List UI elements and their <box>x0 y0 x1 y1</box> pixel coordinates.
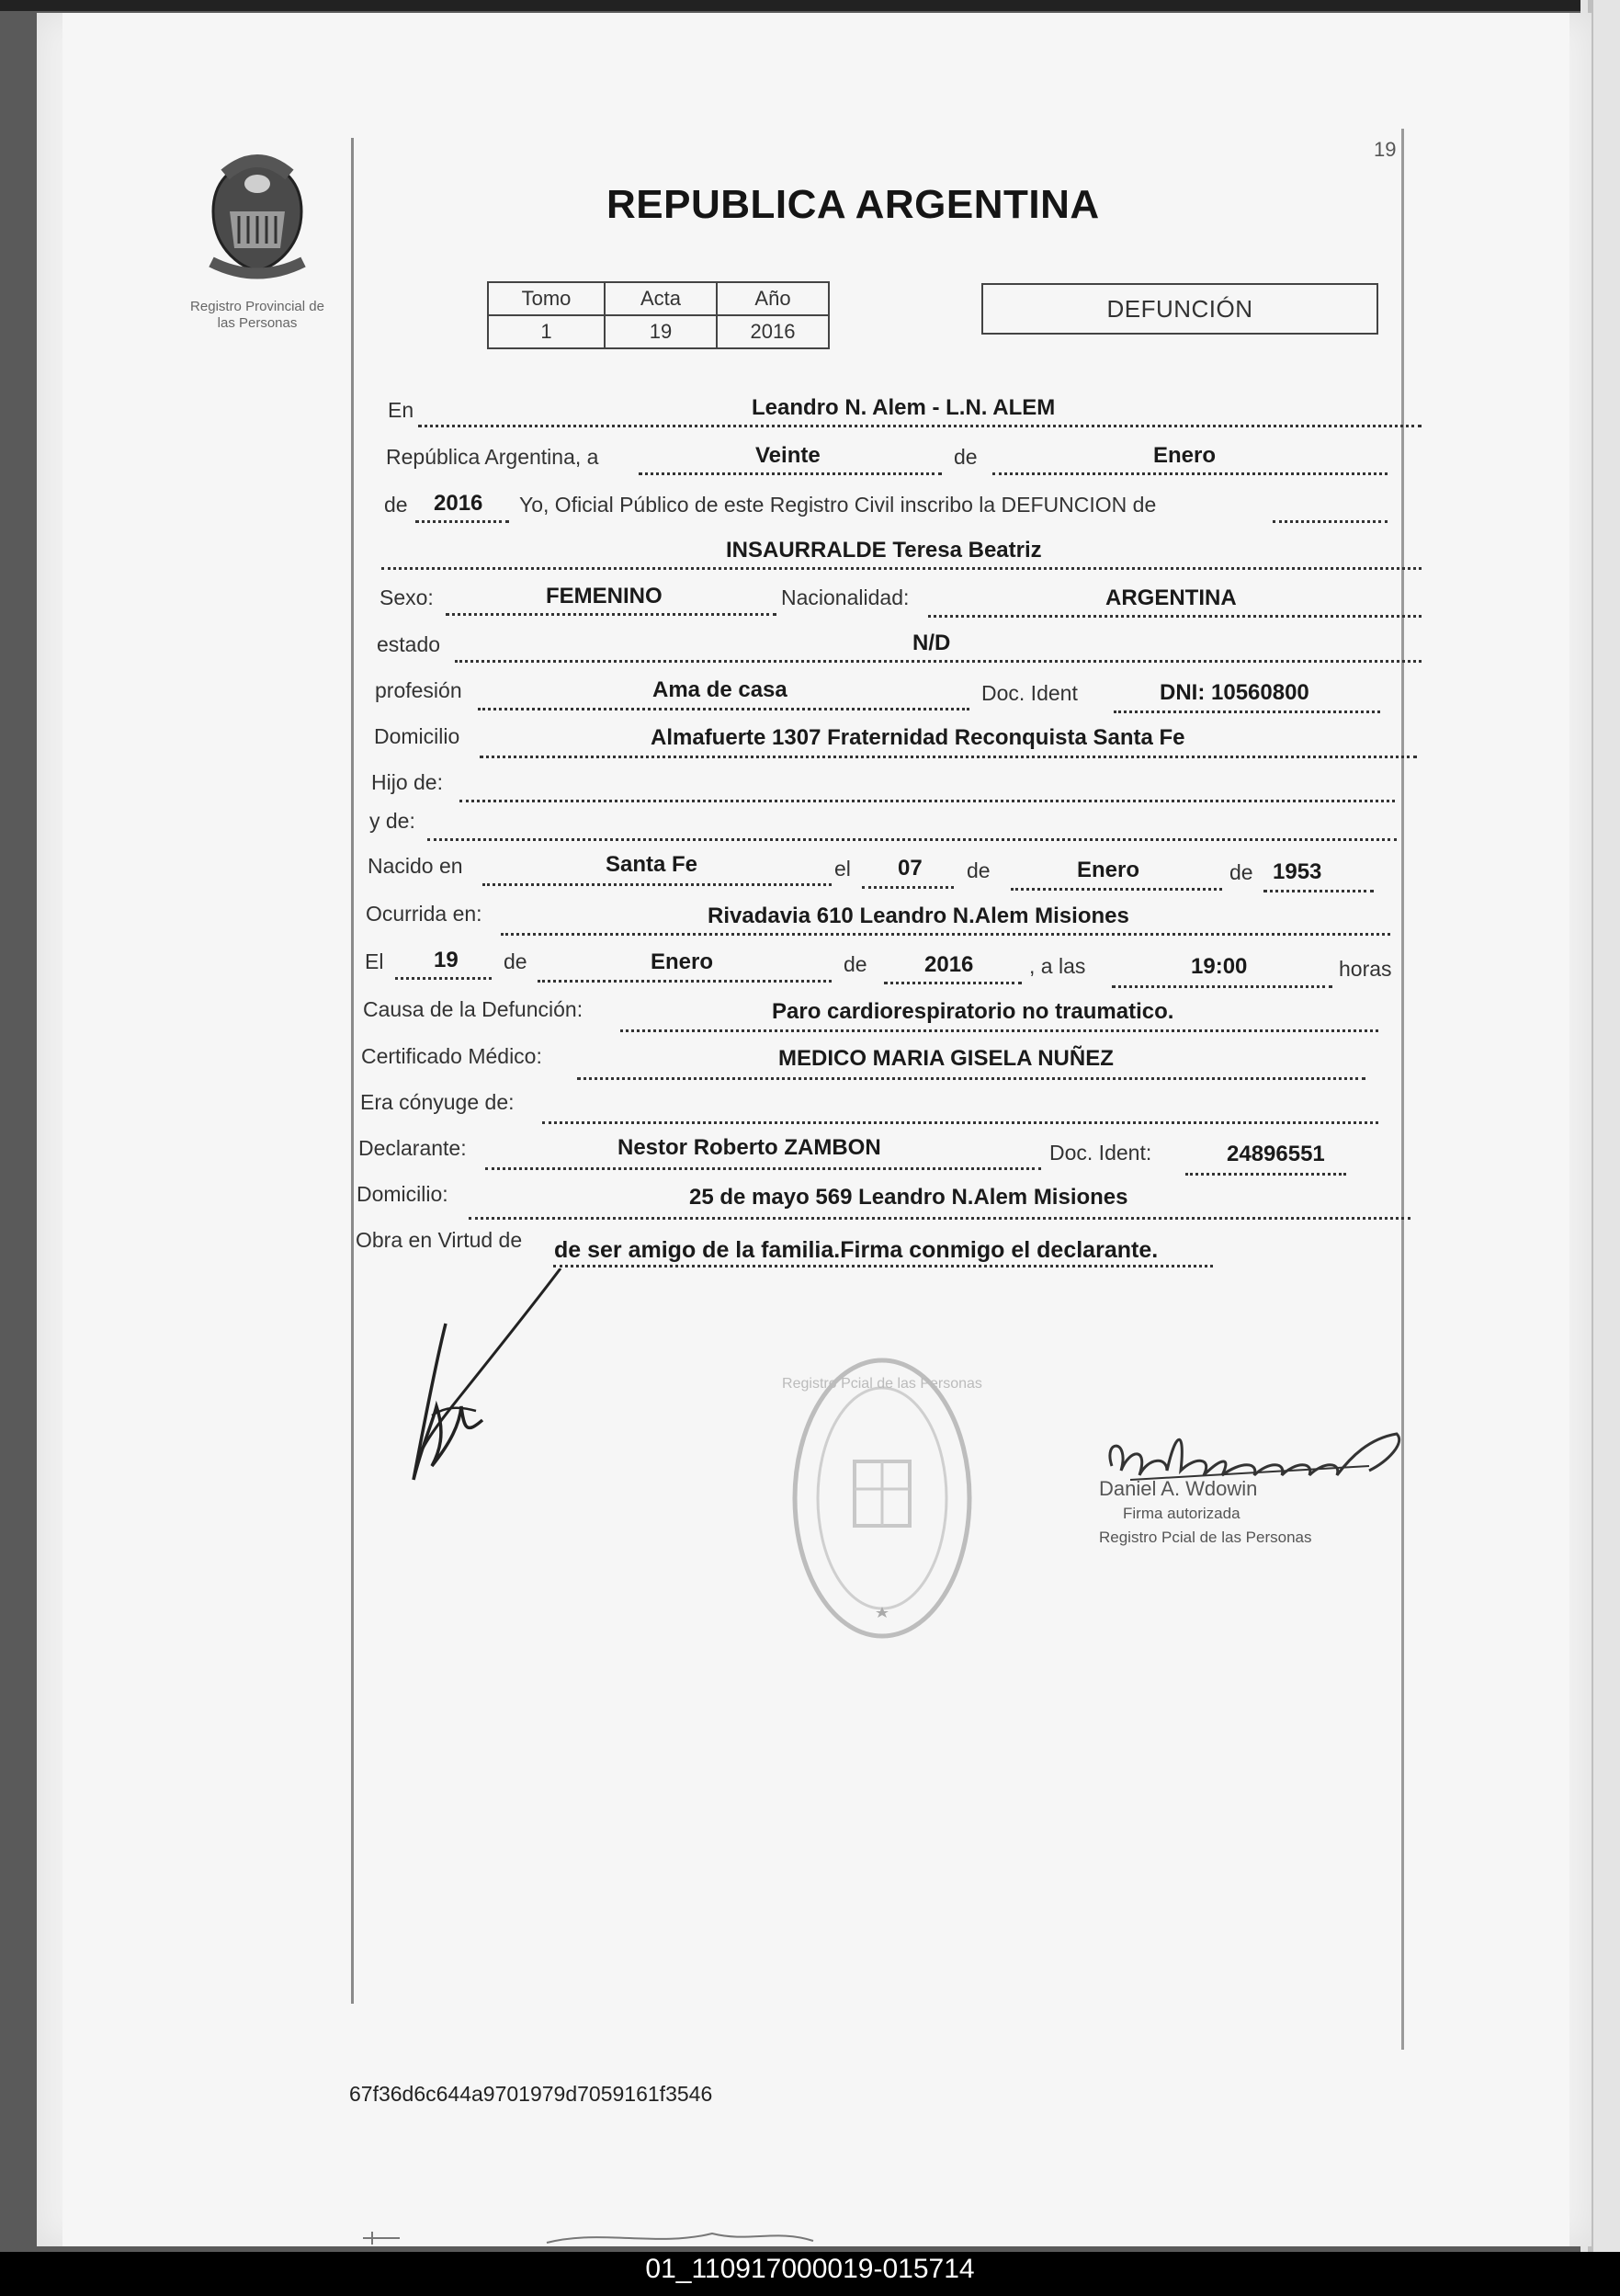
value-acta: 19 <box>605 315 717 348</box>
de2-label: de <box>384 493 408 517</box>
dotted-line <box>1112 985 1332 988</box>
dotted-line <box>381 567 1422 570</box>
meta-value-row <box>488 315 829 348</box>
document-type-box: DEFUNCIÓN <box>981 283 1378 335</box>
causa-label: Causa de la Defunción: <box>363 997 583 1021</box>
dotted-line <box>1114 710 1380 713</box>
domicilio-value: Almafuerte 1307 Fraternidad Reconquista Santa Fe <box>651 725 1185 750</box>
deceased-name: INSAURRALDE Teresa Beatriz <box>726 538 1042 563</box>
scan-edge <box>0 0 1620 11</box>
dotted-line <box>620 1029 1378 1032</box>
obra-label: Obra en Virtud de <box>356 1228 523 1252</box>
profesion-label: profesión <box>375 678 462 702</box>
official-role: Firma autorizada <box>1123 1505 1240 1522</box>
de5-label: de <box>504 949 527 973</box>
dotted-line <box>485 1167 1041 1170</box>
el-label: el <box>834 857 851 881</box>
official-name: Daniel A. Wdowin <box>1099 1477 1258 1500</box>
dotted-line <box>418 425 1422 427</box>
dotted-line <box>884 982 1022 984</box>
dotted-line <box>992 472 1388 475</box>
volume-record-table <box>487 281 830 349</box>
doc-value: DNI: 10560800 <box>1160 680 1309 705</box>
year-value: 2016 <box>434 491 483 516</box>
birth-day: 07 <box>898 856 923 881</box>
inscribo-text: Yo, Oficial Público de este Registro Civil inscribo la DEFUNCION de <box>519 493 1157 517</box>
estado-value: N/D <box>912 631 951 655</box>
birth-month: Enero <box>1077 858 1140 882</box>
doc2-label: Doc. Ident: <box>1049 1141 1152 1165</box>
dotted-line <box>480 756 1417 758</box>
estado-label: estado <box>377 632 441 656</box>
declarante-label: Declarante: <box>358 1136 467 1160</box>
page-title: REPUBLICA ARGENTINA <box>606 182 1100 227</box>
obra-value: de ser amigo de la familia.Firma conmigo el declarante. <box>554 1237 1159 1263</box>
nacionalidad-value: ARGENTINA <box>1105 585 1237 610</box>
province-crest-icon <box>193 147 322 285</box>
dotted-line <box>427 838 1397 841</box>
certificado-value: MEDICO MARIA GISELA NUÑEZ <box>778 1046 1114 1071</box>
hijo-label: Hijo de: <box>371 770 443 794</box>
conyuge-label: Era cónyuge de: <box>360 1090 515 1114</box>
dotted-line <box>395 977 492 980</box>
dotted-line <box>639 472 942 475</box>
de6-label: de <box>844 952 867 976</box>
ocurrida-value: Rivadavia 610 Leandro N.Alem Misiones <box>708 904 1129 928</box>
ocurrida-label: Ocurrida en: <box>366 902 482 926</box>
dotted-line <box>446 613 776 616</box>
dotted-line <box>538 980 832 983</box>
dotted-line <box>928 615 1422 618</box>
value-tomo: 1 <box>488 315 605 348</box>
sexo-label: Sexo: <box>380 585 434 609</box>
registry-line-1: Registro Provincial de <box>190 299 324 314</box>
domicilio-label: Domicilio <box>374 724 460 748</box>
dotted-line <box>459 800 1395 802</box>
certificado-label: Certificado Médico: <box>361 1044 542 1068</box>
dotted-line <box>1185 1173 1346 1176</box>
footer-filename: 01_110917000019-015714 <box>645 2254 975 2284</box>
dotted-line <box>542 1121 1378 1124</box>
nacido-value: Santa Fe <box>606 852 698 877</box>
registry-line-2: las Personas <box>217 315 298 331</box>
header-tomo: Tomo <box>488 282 605 315</box>
dotted-line <box>501 933 1390 936</box>
death-year: 2016 <box>924 952 974 977</box>
dotted-line <box>455 660 1422 663</box>
yde-label: y de: <box>369 809 415 833</box>
republica-label: República Argentina, a <box>386 445 599 469</box>
right-margin-line <box>1401 129 1404 2050</box>
doc-label: Doc. Ident <box>981 681 1078 705</box>
dotted-line <box>577 1077 1365 1080</box>
birth-year: 1953 <box>1273 859 1322 884</box>
dotted-line <box>1011 888 1222 891</box>
month-value: Enero <box>1153 443 1217 468</box>
nacido-label: Nacido en <box>368 854 463 878</box>
dotted-line <box>862 886 954 889</box>
header-ano: Año <box>717 282 829 315</box>
sexo-value: FEMENINO <box>546 584 663 608</box>
de-label: de <box>954 445 978 469</box>
dotted-line <box>1273 520 1388 523</box>
registry-caption <box>161 299 354 332</box>
de3-label: de <box>967 858 991 882</box>
profesion-value: Ama de casa <box>652 677 787 702</box>
page-number: 19 <box>1374 138 1397 161</box>
domicilio2-label: Domicilio: <box>357 1182 448 1206</box>
dotted-line <box>415 520 509 523</box>
dotted-line <box>469 1217 1410 1220</box>
en-label: En <box>388 398 414 422</box>
declarant-signature <box>395 1268 579 1489</box>
document-hash: 67f36d6c644a9701979d7059161f3546 <box>349 2082 713 2106</box>
nacionalidad-label: Nacionalidad: <box>781 585 910 609</box>
stamp-lettering: Registro Pcial de las Personas <box>782 1376 982 1392</box>
dotted-line <box>482 883 832 886</box>
meta-header-row <box>488 282 829 315</box>
locality-value: Leandro N. Alem - L.N. ALEM <box>752 395 1056 420</box>
causa-value: Paro cardiorespiratorio no traumatico. <box>772 999 1174 1024</box>
de4-label: de <box>1229 860 1253 884</box>
horas-label: horas <box>1339 957 1392 981</box>
header-acta: Acta <box>605 282 717 315</box>
death-day: 19 <box>434 948 459 972</box>
dotted-line <box>553 1265 1213 1267</box>
official-office: Registro Pcial de las Personas <box>1099 1529 1312 1546</box>
bottom-scribble <box>363 2224 1061 2252</box>
declarante-value: Nestor Roberto ZAMBON <box>617 1135 881 1160</box>
day-value: Veinte <box>755 443 821 468</box>
alas-label: , a las <box>1029 954 1086 978</box>
el2-label: El <box>365 949 384 973</box>
left-margin-line <box>351 138 354 2004</box>
dotted-line <box>1263 890 1374 892</box>
value-ano: 2016 <box>717 315 829 348</box>
dotted-line <box>478 708 969 710</box>
death-month: Enero <box>651 949 714 974</box>
domicilio2-value: 25 de mayo 569 Leandro N.Alem Misiones <box>689 1185 1128 1210</box>
official-seal-stamp <box>763 1351 1002 1654</box>
doc2-value: 24896551 <box>1227 1142 1325 1166</box>
death-time: 19:00 <box>1191 954 1248 979</box>
